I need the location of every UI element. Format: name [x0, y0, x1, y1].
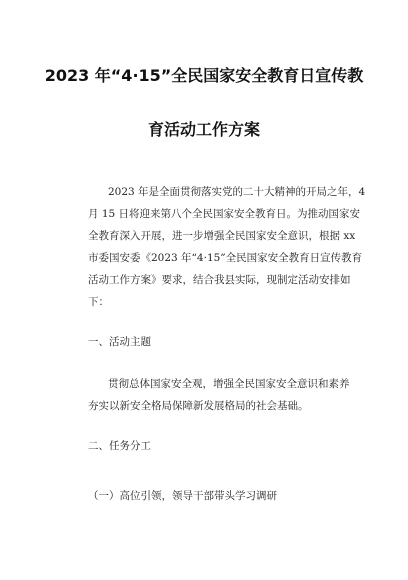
theme-line: 贯彻总体国家安全观，增强全民国家安全意识和素养 — [108, 378, 350, 390]
intro-line: 市委国安委《2023 年“4·15”全民国家安全教育日宣传教育 — [88, 252, 363, 264]
document-title-line-1: 2023 年“4·15”全民国家安全教育日宣传教 — [44, 66, 364, 85]
intro-line: 全教育深入开展，进一步增强全民国家安全意识，根据 xx — [88, 230, 356, 242]
document-title-line-2: 育活动工作方案 — [147, 120, 260, 139]
subsection-heading-1: （一）高位引领，领导干部带头学习调研 — [88, 490, 277, 502]
section-heading-tasks: 二、任务分工 — [88, 440, 151, 452]
intro-line: 活动工作方案》要求，结合我县实际，现制定活动安排如 — [88, 274, 351, 286]
intro-line: 下： — [88, 296, 109, 308]
intro-line: 月 15 日将迎来第八个全民国家安全教育日。为推动国家安 — [88, 208, 361, 220]
intro-line: 2023 年是全面贯彻落实党的二十大精神的开局之年，4 — [108, 186, 366, 198]
section-heading-theme: 一、活动主题 — [88, 336, 151, 348]
theme-line: 夯实以新安全格局保障新发展格局的社会基础。 — [88, 400, 309, 412]
